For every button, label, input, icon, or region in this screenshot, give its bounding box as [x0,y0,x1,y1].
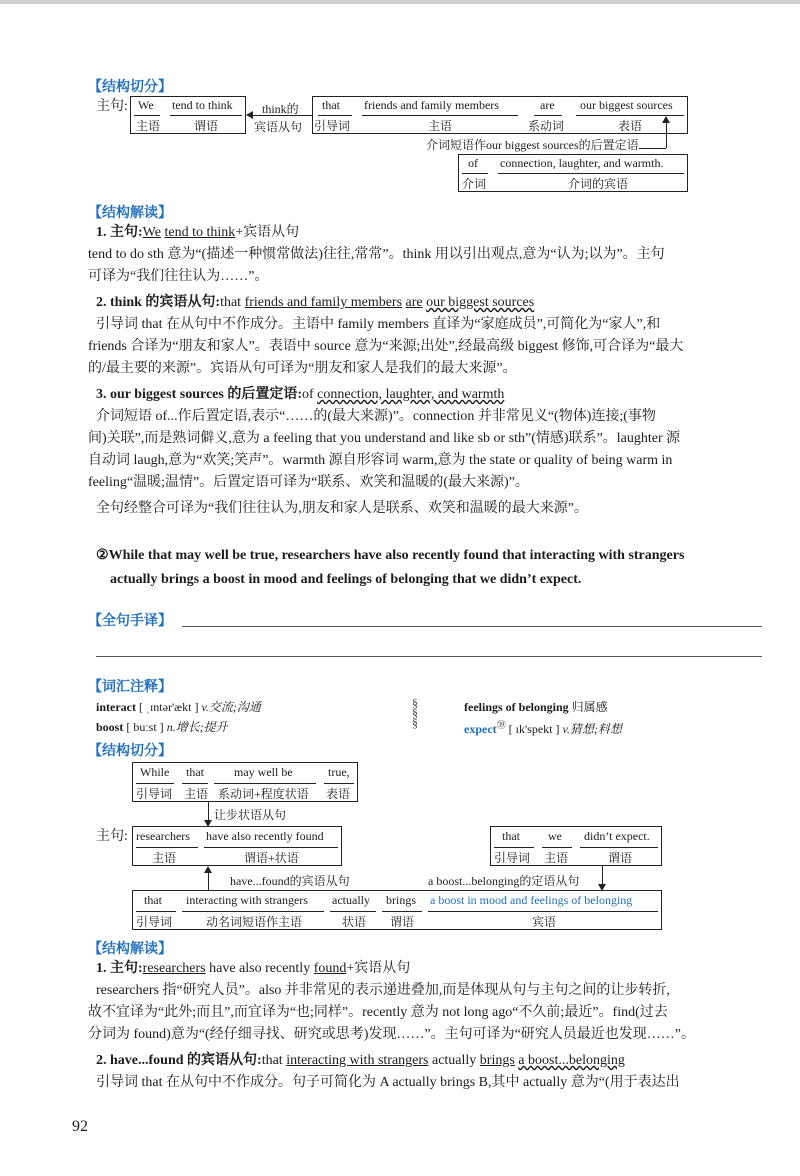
section-header-reading-1: 【结构解读】 [88,204,172,220]
section-header-structure-1: 【结构切分】 [88,78,172,94]
diagram2-l3: 系动词+程度状语 [218,787,309,801]
diagram2-that2: that [502,829,520,843]
diagram2-iws-lbl: 动名词短语作主语 [206,915,303,929]
diagram2-that: that [186,765,204,779]
vocab-item-expect: expect$^㊴$ [ ɪk'spekt ] v.猜想;料想 [464,720,622,736]
reading-1-para-3: 介词短语 of...作后置定语,表示“……的(最大来源)”。connection 并非常见义“(物体)连接;(事物 间)关联”,而是熟词僻义,意为 a feeling that you understand and like sb or sth”(情感)联系”。laughter 源 自动词 laugh,意为“欢笑;笑声”。warmth 源自形容词 warm,意为 the state or quality of being warm in feeling“温暖;温情”。后置定语可译为“联系、欢笑和温暖的(最大来源)”。 [88,409,681,490]
diagram2-t-lbl: 引导词 [494,851,531,865]
diagram-label-that: 引导词 [314,119,351,133]
reading-1-para-4: 全句经整合可译为“我们往往认为,朋友和家人是联系、欢笑和温暖的最大来源”。 [96,501,588,516]
translate-line-2[interactable] [96,656,762,657]
diagram2-concess: 让步状语从句 [214,808,287,822]
diagram-label-subj2: 主语 [428,119,453,133]
diagram-label-prep-obj: 介词的宾语 [568,177,629,191]
diagram-word-obs: our biggest sources [580,98,673,112]
section-header-reading-2: 【结构解读】 [88,940,172,956]
diagram2-brings: brings [386,893,416,907]
diagram2-act: actually [332,893,370,907]
diagram2-mwb: may well be [234,765,293,779]
diagram-think-of: think的 [262,102,299,116]
diagram-word-that: that [322,98,340,112]
diagram2-l4: 表语 [326,787,351,801]
section-header-vocab: 【词汇注释】 [88,678,172,694]
diagram-label-prep: 介词 [462,177,487,191]
diagram2-iws: interacting with strangers [186,893,308,907]
reading-1-heading-1: 1. 主句:We tend to think+宾语从句 [96,225,300,240]
vocab-item-boost: boost [ buːst ] n.增长;提升 [96,720,228,734]
vocab-divider-icon: § § § [412,696,418,730]
diagram-label-subj: 主语 [136,119,161,133]
diagram2-haf-obj: have...found的宾语从句 [230,874,350,888]
diagram2-abm-lbl: 宾语 [532,915,557,929]
diagram2-we-lbl: 主语 [544,851,569,865]
reading-1-heading-2: 2. think 的宾语从句:that friends and family members are our biggest sources [96,295,535,310]
diagram2-abm: a boost in mood and feelings of belonging [430,893,633,907]
section-header-structure-2: 【结构切分】 [88,742,172,758]
diagram2-l2: 主语 [184,787,209,801]
reading-1-para-2: 引导词 that 在从句中不作成分。主语中 family members 直译为“家庭成员”,可简化为“家人”,和 friends 合译为“朋友和家人”。表语中 source 意为“来源;出处”,经最高级 biggest 修饰,可合译为“最大 的/最主要的来源”。宾语从句可译为“朋友和家人是我们的最大来源”。 [88,317,684,376]
reading-2-heading-2: 2. have...found 的宾语从句:that interacting with strangers actually brings a boost...belonging [96,1053,625,1068]
diagram-word-clw: connection, laughter, and warmth. [500,156,664,170]
diagram2-true: true, [328,765,350,779]
diagram-word-we: We [138,98,154,112]
reading-2-para-1: researchers 指“研究人员”。also 并非常见的表示递进叠加,而是体现从句与主句之间的让步转折, 故不宜译为“此外;而且”,而宜译为“也;同样”。recently 意为 not long ago“不久前;最近”。find(过去 分词为 found)意为“(经仔细寻找、研究或思考)发现……”。主句可译为“研究人员最近也发现……”。 [88,983,696,1042]
diagram-label-lv: 系动词 [528,119,565,133]
main-clause-label-2: 主句: [96,829,128,844]
diagram2-we: we [548,829,562,843]
diagram2-de-lbl: 谓语 [608,851,633,865]
main-clause-label-1: 主句: [96,99,128,114]
translate-line-1[interactable] [182,626,762,627]
reading-2-heading-1: 1. 主句:researchers have also recently found+宾语从句 [96,961,411,976]
diagram-word-are: are [540,98,555,112]
diagram2-while: While [140,765,170,779]
diagram2-res: researchers [136,829,190,843]
diagram2-res-lbl: 主语 [152,851,177,865]
reading-1-heading-3: 3. our biggest sources 的后置定语:of connection, laughter, and warmth [96,387,505,402]
top-border [0,0,800,4]
diagram-label-pred: 谓语 [194,119,219,133]
diagram-label-pred2: 表语 [618,119,643,133]
diagram2-boost-attr: a boost...belonging的定语从句 [428,874,580,888]
diagram2-that3: that [144,893,162,907]
diagram2-de: didn’t expect. [584,829,650,843]
diagram2-haf-lbl: 谓语+状语 [244,851,299,865]
diagram2-act-lbl: 状语 [342,915,367,929]
section-header-translate: 【全句手译】 [88,612,172,628]
vocab-item-interact: interact [ ˌɪntər'ækt ] v.交流;沟通 [96,700,261,714]
diagram2-t3-lbl: 引导词 [136,915,173,929]
diagram2-l1: 引导词 [136,787,173,801]
diagram2-br-lbl: 谓语 [390,915,415,929]
reading-2-para-2: 引导词 that 在从句中不作成分。句子可简化为 A actually brings B,其中 actually 意为“(用于表达出 [96,1075,680,1090]
diagram-obj-clause: 宾语从句 [254,120,303,134]
diagram-word-ff: friends and family members [364,98,499,112]
reading-1-para-1: tend to do sth 意为“(描述一种惯常做法)往往,常常”。think 用以引出观点,意为“认为;以为”。主句 可译为“我们往往认为……”。 [88,247,665,284]
diagram2-haf: have also recently found [206,829,324,843]
sentence-2: ②While that may well be true, researchers have also recently found that interacting with strangers actually brings a boost in mood and feelings of belonging that we didn’t expect. [96,548,685,587]
diagram-post-note: 介词短语作our biggest sources的后置定语 [426,138,639,152]
vocab-item-belonging: feelings of belonging 归属感 [464,700,608,714]
page-number: 92 [72,1118,88,1135]
diagram-word-tend: tend to think [172,98,233,112]
diagram-word-of: of [468,156,478,170]
